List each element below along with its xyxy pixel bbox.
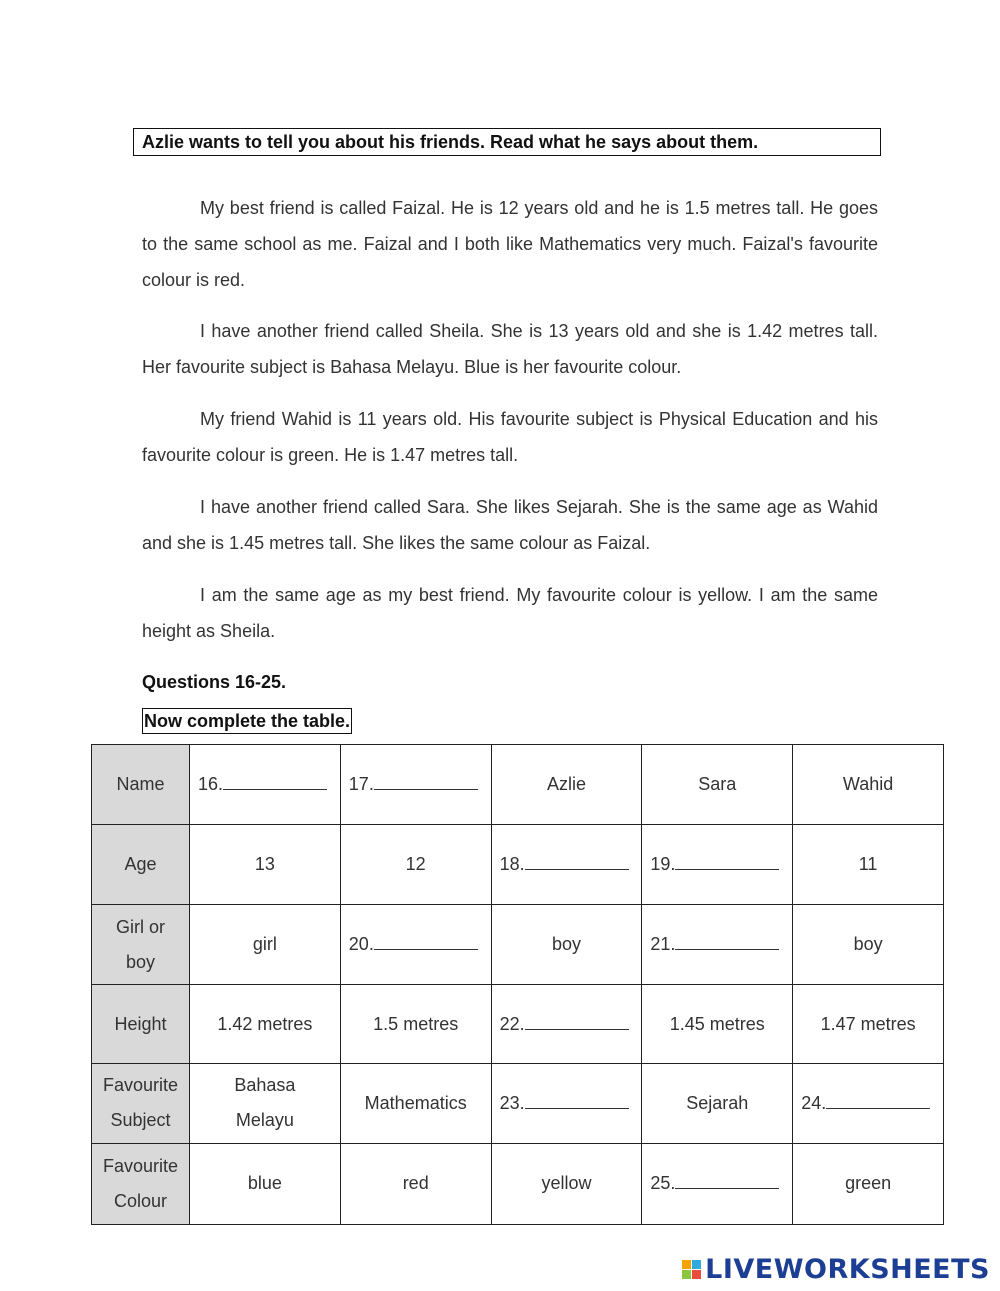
instruction-box: Azlie wants to tell you about his friends. Read what he says about them. [133, 128, 881, 156]
row-header-line: Favourite [102, 1155, 179, 1176]
cell-text: 11 [858, 854, 878, 875]
cell-text: 1.42 metres [217, 1013, 313, 1034]
table-row-height [92, 985, 944, 1063]
question-number: 18. [499, 854, 525, 875]
answer-blank[interactable] [491, 985, 642, 1063]
cell-text: boy [551, 934, 581, 955]
row-header-name [92, 745, 190, 825]
logo-square [682, 1270, 691, 1279]
cell-text: Sara [698, 774, 737, 795]
table-cell [340, 1063, 491, 1143]
row-header-line: Favourite [102, 1075, 179, 1096]
answer-line[interactable] [525, 1088, 629, 1109]
table-cell [642, 1063, 793, 1143]
cell-text: Sejarah [686, 1092, 749, 1113]
answer-line[interactable] [675, 1168, 779, 1189]
question-number: 25. [650, 1173, 676, 1194]
table-cell [793, 1143, 944, 1224]
row-header-line: Age [124, 854, 157, 875]
answer-table [91, 744, 944, 1225]
logo-text: LIVEWORKSHEETS [705, 1253, 990, 1285]
question-number: 16. [198, 774, 224, 795]
answer-blank[interactable] [340, 745, 491, 825]
cell-text: yellow [541, 1173, 592, 1194]
table-row-favourite-subject [92, 1063, 944, 1143]
answer-line[interactable] [525, 849, 629, 870]
row-header-age [92, 825, 190, 905]
row-header-line: Height [114, 1013, 167, 1034]
question-number: 23. [499, 1092, 525, 1113]
question-number: 17. [348, 774, 374, 795]
cell-text: 1.47 metres [820, 1013, 916, 1034]
logo-square [682, 1260, 691, 1269]
logo-square [692, 1270, 701, 1279]
answer-line[interactable] [223, 769, 327, 790]
cell-text: Melayu [235, 1110, 294, 1131]
answer-line[interactable] [374, 929, 478, 950]
cell-text: 1.5 metres [373, 1013, 459, 1034]
table-cell [190, 825, 341, 905]
row-header-line: Subject [110, 1110, 171, 1131]
table-row-favourite-colour [92, 1143, 944, 1224]
answer-line[interactable] [675, 849, 779, 870]
answer-blank[interactable] [190, 745, 341, 825]
table-cell [340, 825, 491, 905]
row-header-line: Name [116, 774, 165, 795]
answer-blank[interactable] [793, 1063, 944, 1143]
question-number: 21. [650, 934, 676, 955]
cell-text: green [845, 1173, 892, 1194]
cell-text: Bahasa [234, 1075, 296, 1096]
cell-text: Azlie [546, 774, 586, 795]
table-cell [340, 1143, 491, 1224]
cell-text: boy [853, 934, 883, 955]
table-cell [642, 745, 793, 825]
answer-blank[interactable] [642, 905, 793, 985]
cell-text: red [402, 1173, 429, 1194]
answer-line[interactable] [525, 1009, 629, 1030]
table-cell [793, 745, 944, 825]
question-number: 22. [499, 1013, 525, 1034]
table-cell [642, 985, 793, 1063]
cell-text: girl [252, 934, 277, 955]
answer-line[interactable] [826, 1088, 930, 1109]
liveworksheets-logo [682, 1252, 990, 1286]
cell-text: Wahid [842, 774, 894, 795]
answer-blank[interactable] [340, 905, 491, 985]
table-cell [190, 1143, 341, 1224]
row-header-line: Girl or [116, 916, 165, 937]
table-cell [491, 905, 642, 985]
table-cell [190, 905, 341, 985]
answer-line[interactable] [675, 929, 779, 950]
table-row-age [92, 825, 944, 905]
paragraph-azlie: I am the same age as my best friend. My favourite colour is yellow. I am the same height as Sheila. [142, 585, 878, 641]
table-row-name [92, 745, 944, 825]
table-cell [793, 905, 944, 985]
answer-line[interactable] [374, 769, 478, 790]
liveworksheets-logo-icon [682, 1260, 701, 1279]
table-cell [491, 745, 642, 825]
answer-blank[interactable] [642, 825, 793, 905]
row-header-height [92, 985, 190, 1063]
row-header-favourite-subject [92, 1063, 190, 1143]
logo-square [692, 1260, 701, 1269]
cell-text: 13 [254, 854, 275, 875]
questions-heading: Questions 16-25. [142, 672, 287, 692]
question-number: 19. [650, 854, 676, 875]
answer-blank[interactable] [642, 1143, 793, 1224]
table-cell [190, 985, 341, 1063]
cell-text: blue [247, 1173, 282, 1194]
answer-blank[interactable] [491, 1063, 642, 1143]
table-cell [190, 1063, 341, 1143]
table-cell [793, 825, 944, 905]
answer-blank[interactable] [491, 825, 642, 905]
paragraph-sara: I have another friend called Sara. She likes Sejarah. She is the same age as Wahid and she is 1.45 metres tall. She likes the same colour as Faizal. [142, 497, 878, 553]
row-header-line: Colour [113, 1190, 168, 1211]
table-row-girl-or-boy [92, 905, 944, 985]
table-cell [340, 985, 491, 1063]
cell-text: 12 [405, 854, 426, 875]
table-instruction: Now complete the table. [142, 708, 352, 734]
paragraph-faizal: My best friend is called Faizal. He is 12 years old and he is 1.5 metres tall. He goes to the same school as me. Faizal and I both like Mathematics very much. Faizal's favourite colour is red. [142, 198, 878, 290]
table-cell [793, 985, 944, 1063]
cell-text: 1.45 metres [669, 1013, 765, 1034]
table-cell [491, 1143, 642, 1224]
question-number: 24. [801, 1092, 827, 1113]
row-header-girl-or-boy [92, 905, 190, 985]
row-header-line: boy [125, 951, 156, 972]
question-number: 20. [348, 934, 374, 955]
cell-text: Mathematics [364, 1092, 467, 1113]
paragraph-wahid: My friend Wahid is 11 years old. His favourite subject is Physical Education and his favourite colour is green. He is 1.47 metres tall. [142, 409, 878, 465]
row-header-favourite-colour [92, 1143, 190, 1224]
paragraph-sheila: I have another friend called Sheila. She is 13 years old and she is 1.42 metres tall. Her favourite subject is Bahasa Melayu. Blue is her favourite colour. [142, 321, 878, 377]
